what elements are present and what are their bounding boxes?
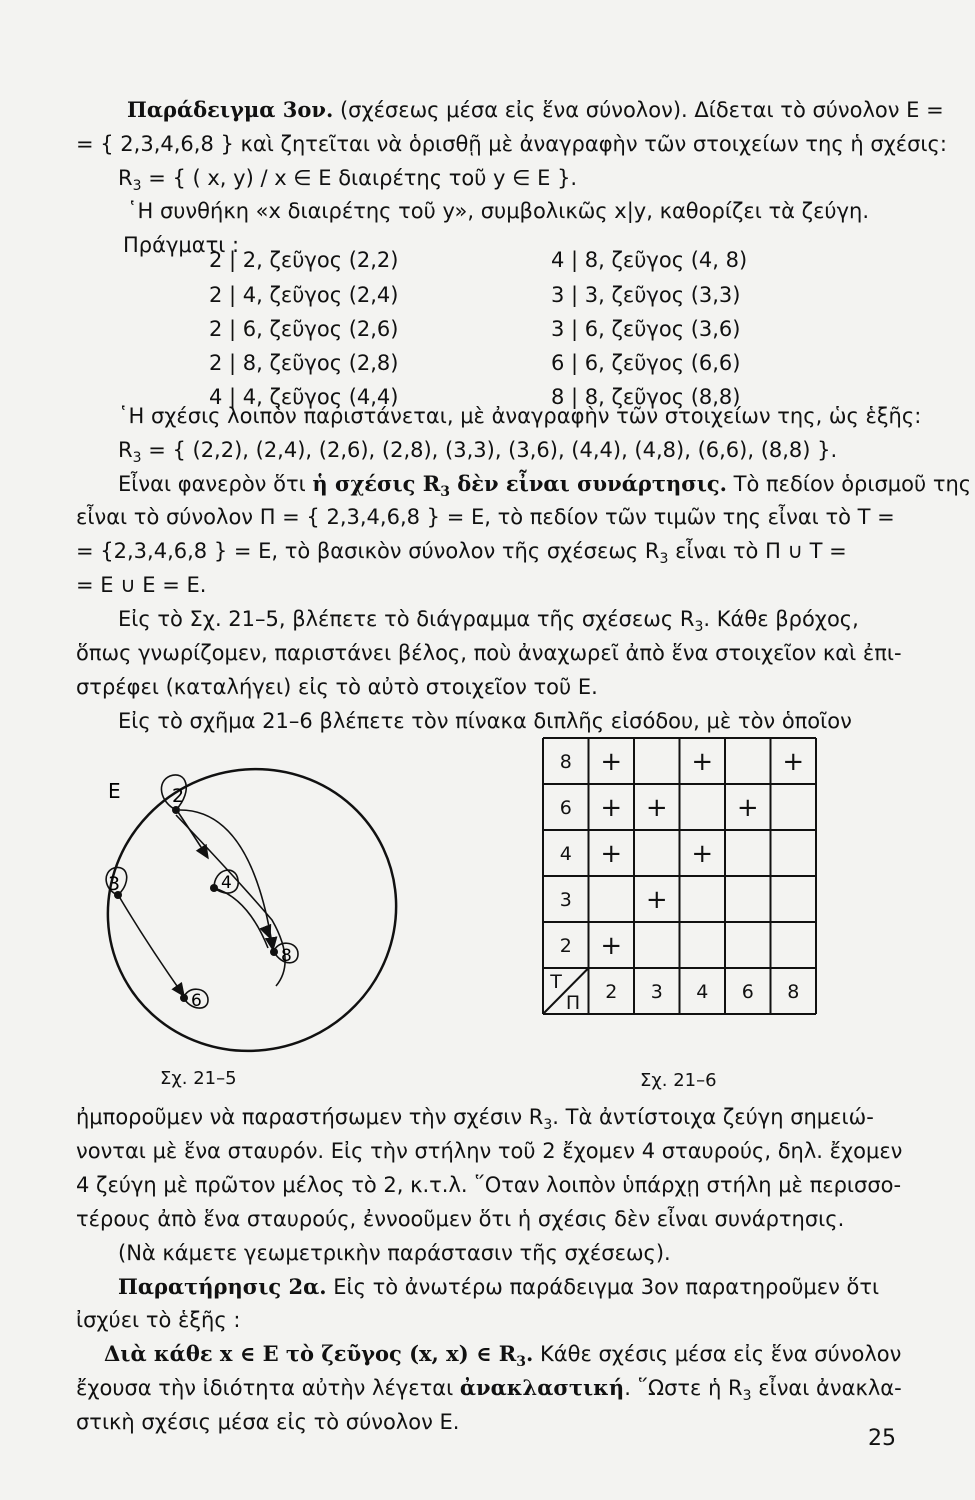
row-label: 3	[559, 889, 572, 911]
col-label: 8	[787, 981, 800, 1003]
text-line: ἠμποροῦμεν νὰ παραστήσωμεν τὴν σχέσιν $R_3$. Τὰ ἀντίστοιχα ζεύγη σημειώ-	[76, 1105, 874, 1134]
list-item: 8 | 8, ζεῦγος (8,8)	[551, 385, 741, 409]
row-label: 6	[559, 797, 572, 819]
text-line: τέρους ἀπὸ ἕνα σταυρούς, ἐννοοῦμεν ὅτι ἡ σχέσις δὲν εἶναι συνάρτησις.	[76, 1207, 845, 1231]
text-line: Παρατήρησις 2α. Εἰς τὸ ἀνωτέρω παράδειγμα 3ον παρατηροῦμεν ὅτι	[118, 1274, 880, 1299]
corner-label-top: Τ	[550, 971, 562, 993]
cross-mark: +	[645, 793, 668, 823]
row-label: 8	[559, 751, 572, 773]
cross-mark: +	[600, 931, 623, 961]
col-label: 2	[605, 981, 618, 1003]
list-item: 2 | 6, ζεῦγος (2,6)	[209, 317, 399, 341]
list-item: 2 | 4, ζεῦγος (2,4)	[209, 283, 399, 307]
text-line: Εἰς τὸ σχῆμα 21–6 βλέπετε τὸν πίνακα διπλῆς εἰσόδου, μὲ τὸν ὁποῖον	[118, 709, 852, 733]
arrow-2-4	[178, 812, 208, 858]
row-label: 4	[559, 843, 572, 865]
relation-table	[535, 730, 820, 1060]
node-label-3: 3	[108, 873, 121, 895]
diagram-caption: Σχ. 21–5	[160, 1068, 237, 1089]
cross-mark: +	[736, 793, 759, 823]
text-line: ἰσχύει τὸ ἑξῆς :	[76, 1308, 241, 1332]
text-line: εἶναι τὸ σύνολον Π = { 2,3,4,6,8 } = Ε, τὸ πεδίον τῶν τιμῶν της εἶναι τὸ Τ =	[76, 505, 895, 529]
text-line: ῾Η σχέσις λοιπὸν παριστάνεται, μὲ ἀναγραφὴν τῶν στοιχείων της, ὡς ἑξῆς:	[118, 404, 922, 428]
text-line: ἔχουσα τὴν ἰδιότητα αὐτὴν λέγεται ἀνακλαστική. ῞Ωστε ἡ $R_3$ εἶναι ἀνακλα-	[76, 1375, 902, 1405]
text-line: στρέφει (καταλήγει) εἰς τὸ αὐτὸ στοιχεῖον τοῦ Ε.	[76, 675, 598, 699]
text-line: ὅπως γνωρίζομεν, παριστάνει βέλος, ποὺ ἀναχωρεῖ ἀπὸ ἕνα στοιχεῖον καὶ ἐπι-	[76, 641, 902, 665]
text-line: (Νὰ κάμετε γεωμετρικὴν παράστασιν τῆς σχέσεως).	[118, 1241, 671, 1265]
arrow-4-8	[214, 888, 268, 948]
node-label-4: 4	[221, 873, 232, 893]
cross-mark: +	[645, 885, 668, 915]
text-line: στικὴ σχέσις μέσα εἰς τὸ σύνολον Ε.	[76, 1410, 460, 1434]
cross-mark: +	[782, 747, 805, 777]
col-label: 6	[741, 981, 754, 1003]
list-item: 4 | 4, ζεῦγος (4,4)	[209, 385, 399, 409]
text-line: = Ε ∪ Ε = Ε.	[76, 573, 207, 597]
text-line: = { 2,3,4,6,8 } καὶ ζητεῖται νὰ ὁρισθῇ μὲ ἀναγραφὴν τῶν στοιχείων της ἡ σχέσις:	[76, 132, 947, 156]
list-item: 3 | 6, ζεῦγος (3,6)	[551, 317, 741, 341]
list-item: 2 | 2, ζεῦγος (2,2)	[209, 248, 399, 272]
text-line: Παράδειγμα 3ον. (σχέσεως μέσα εἰς ἕνα σύνολον). Δίδεται τὸ σύνολον Ε =	[127, 97, 944, 122]
row-label: 2	[559, 935, 572, 957]
page-number: 25	[868, 1426, 896, 1451]
col-label: 4	[696, 981, 709, 1003]
set-label: Ε	[108, 779, 121, 803]
relation-diagram	[90, 740, 430, 1100]
text-line: = {2,3,4,6,8 } = Ε, τὸ βασικὸν σύνολον τῆς σχέσεως $R_3$ εἶναι τὸ Π ∪ Τ =	[76, 539, 847, 568]
set-ellipse	[90, 740, 430, 1098]
table-caption: Σχ. 21–6	[640, 1070, 717, 1091]
cross-mark: +	[691, 747, 714, 777]
text-line: νονται μὲ ἕνα σταυρόν. Εἰς τὴν στήλην τοῦ 2 ἔχομεν 4 σταυρούς, δηλ. ἔχομεν	[76, 1139, 903, 1163]
text-line: Πράγματι :	[123, 233, 240, 257]
corner-label-bottom: Π	[565, 992, 581, 1014]
arrow-3-6	[120, 898, 184, 996]
text-line: Διὰ κάθε x ∈ Ε τὸ ζεῦγος (x, x) ∈ $R_3$. Κάθε σχέσις μέσα εἰς ἕνα σύνολον	[104, 1341, 902, 1371]
list-item: 3 | 3, ζεῦγος (3,3)	[551, 283, 741, 307]
node-label-8: 8	[281, 946, 292, 966]
cross-mark: +	[600, 839, 623, 869]
cross-mark: +	[600, 793, 623, 823]
text-line: Εἰς τὸ Σχ. 21–5, βλέπετε τὸ διάγραμμα τῆς σχέσεως $R_3$. Κάθε βρόχος,	[118, 607, 859, 636]
text-line: 4 ζεύγη μὲ πρῶτον μέλος τὸ 2, κ.τ.λ. ῞Οταν λοιπὸν ὑπάρχῃ στήλη μὲ περισσο-	[76, 1173, 902, 1197]
list-item: 4 | 8, ζεῦγος (4, 8)	[551, 248, 748, 272]
col-label: 3	[650, 981, 663, 1003]
text-line: $R_3$ = { (2,2), (2,4), (2,6), (2,8), (3,3), (3,6), (4,4), (4,8), (6,6), (8,8) }.	[118, 438, 838, 467]
text-line: $R_3$ = { ( x, y) / x ∈ Ε διαιρέτης τοῦ y ∈ Ε }.	[118, 166, 578, 195]
node-label-6: 6	[191, 991, 202, 1011]
node-label-2: 2	[172, 785, 185, 807]
list-item: 6 | 6, ζεῦγος (6,6)	[551, 351, 741, 375]
arrow-2-6	[176, 815, 285, 986]
text-line: Εἶναι φανερὸν ὅτι ἡ σχέσις $R_3$ δὲν εἶναι συνάρτησις. Τὸ πεδίον ὁρισμοῦ της	[118, 471, 972, 501]
list-item: 2 | 8, ζεῦγος (2,8)	[209, 351, 399, 375]
cross-mark: +	[691, 839, 714, 869]
text-line: ῾Η συνθήκη «x διαιρέτης τοῦ y», συμβολικῶς x|y, καθορίζει τὰ ζεύγη.	[127, 199, 869, 223]
cross-mark: +	[600, 747, 623, 777]
